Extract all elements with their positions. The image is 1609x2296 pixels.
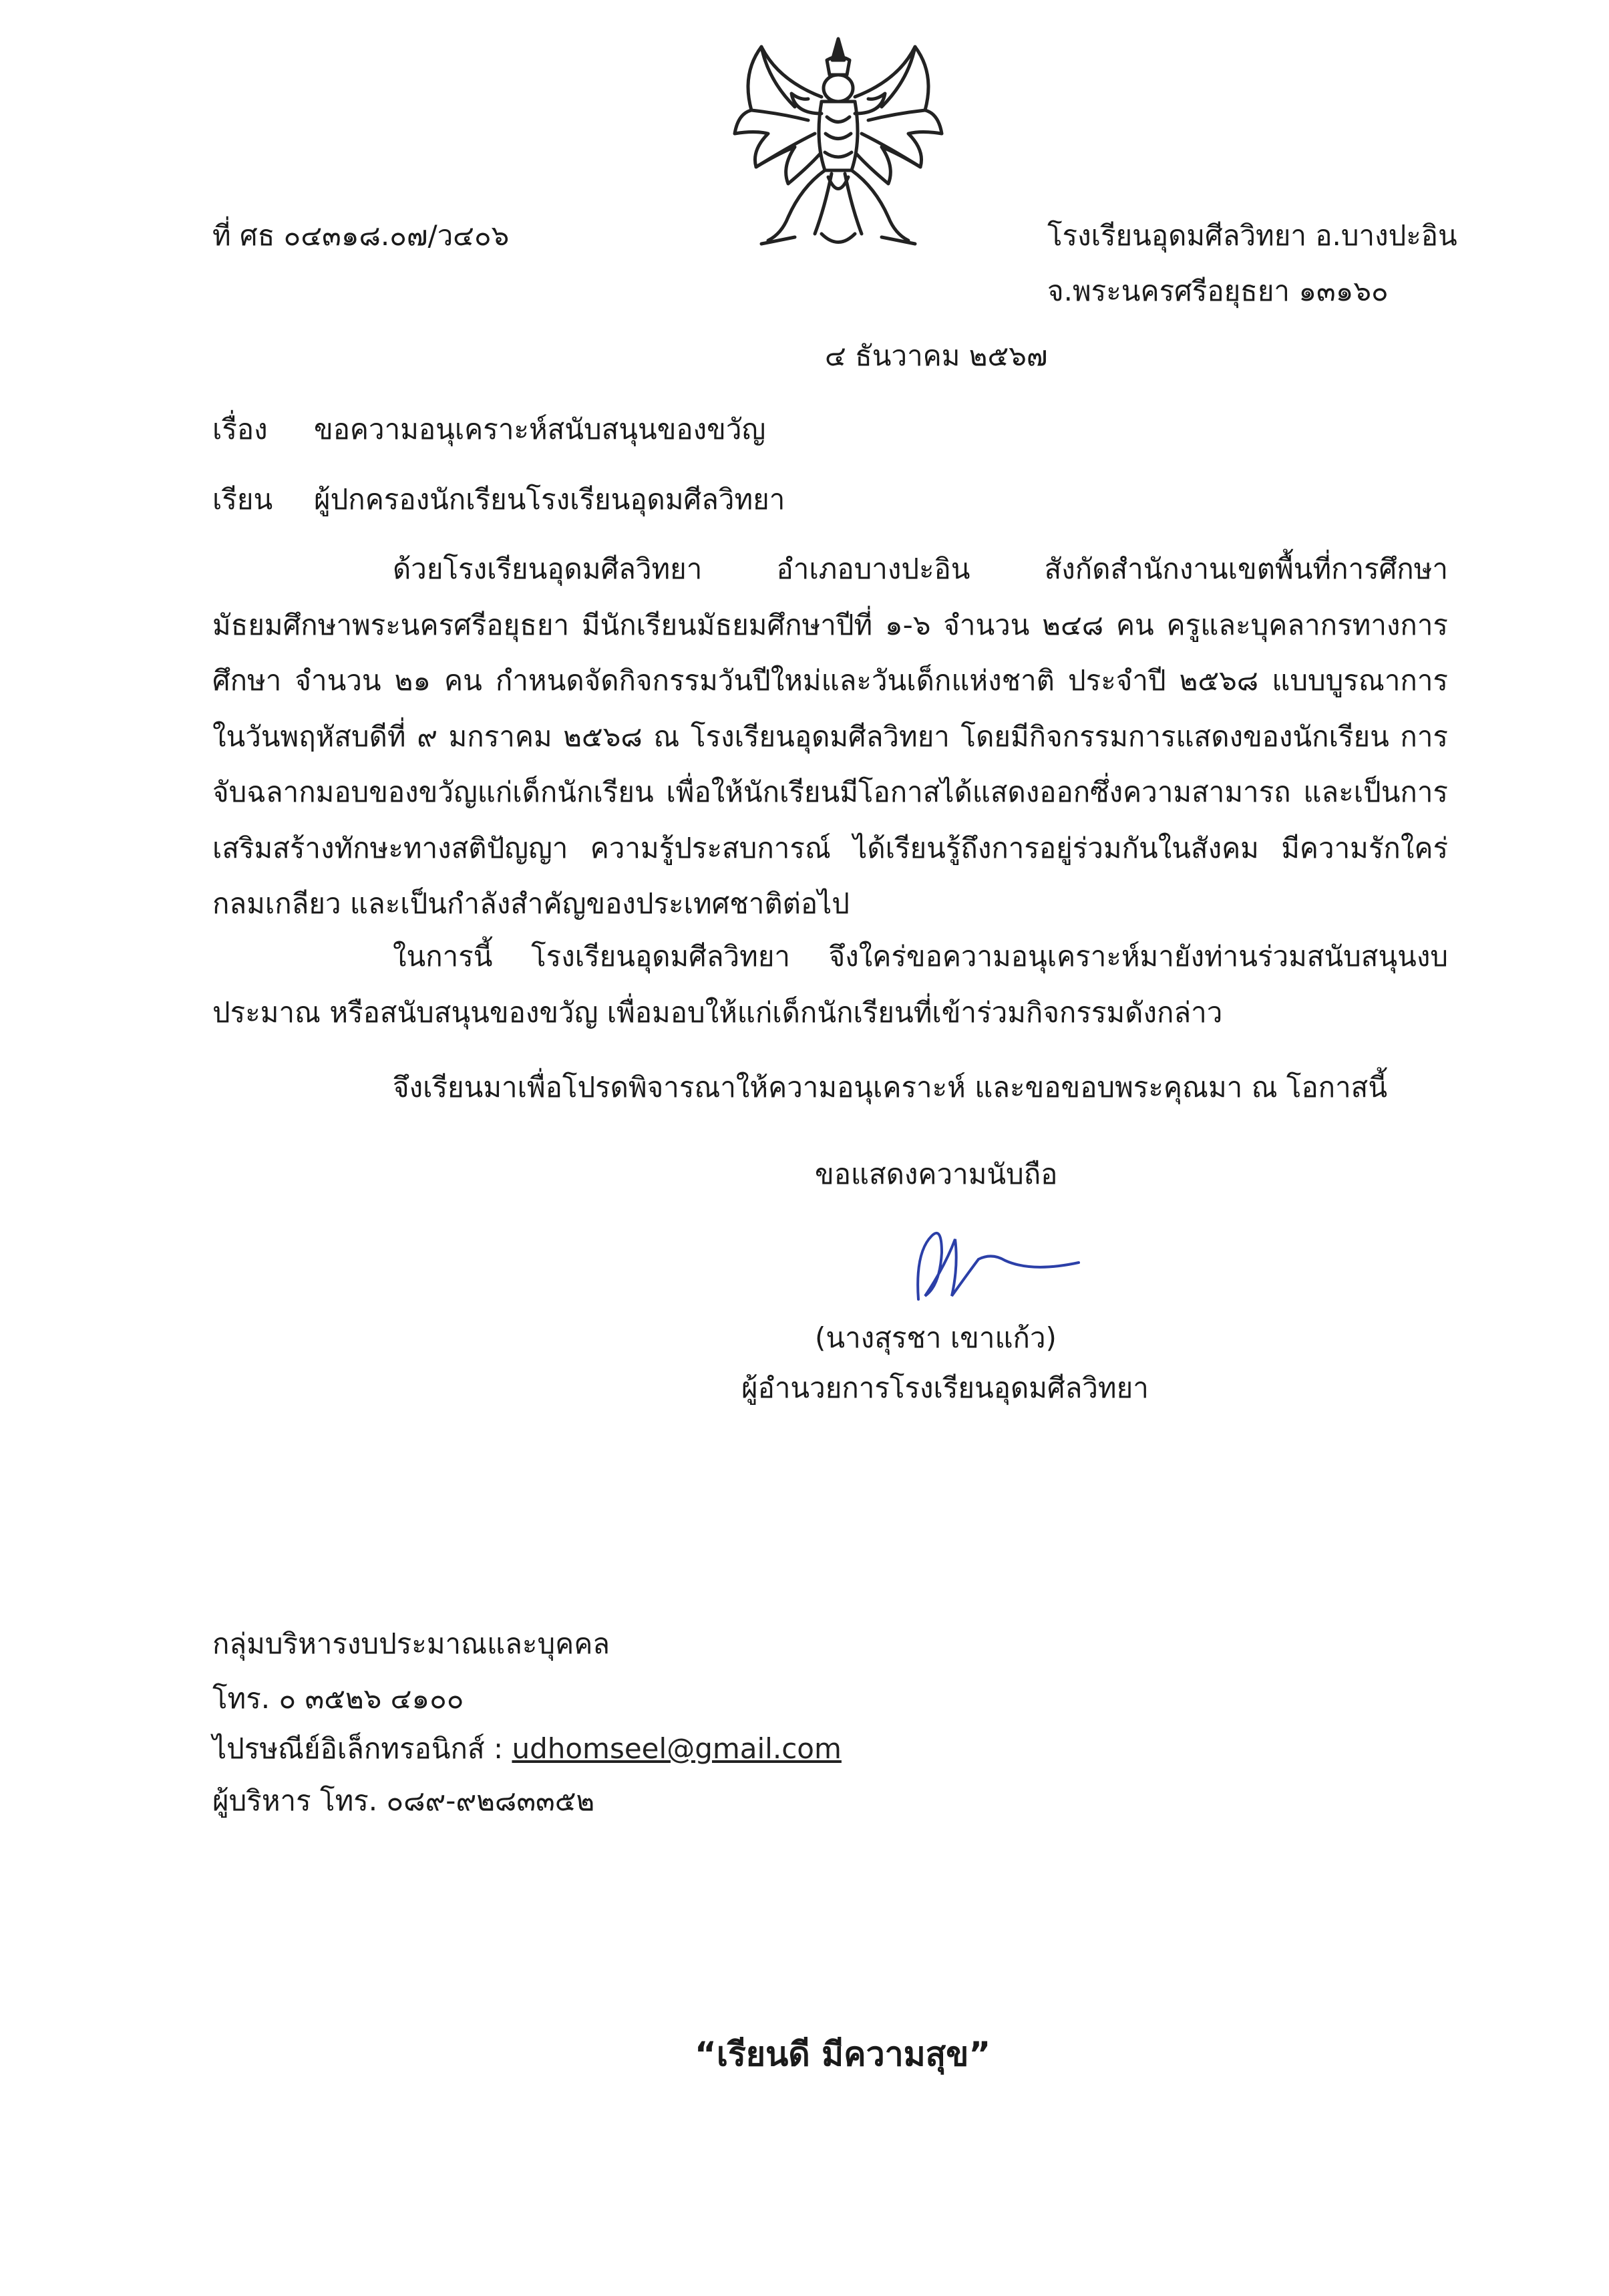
reference-number: ที่ ศธ ๐๔๓๑๘.๐๗/ว๔๐๖ bbox=[212, 219, 510, 252]
school-address-line2: จ.พระนครศรีอยุธยา ๑๓๑๖๐ bbox=[1047, 275, 1389, 307]
garuda-emblem-icon bbox=[715, 33, 962, 257]
signer-position: ผู้อำนวยการโรงเรียนอุดมศีลวิทยา bbox=[741, 1371, 1149, 1404]
recipient-label: เรียน bbox=[212, 483, 273, 516]
letter-date: ๔ ธันวาคม ๒๕๖๗ bbox=[825, 339, 1048, 372]
closing-phrase: ขอแสดงความนับถือ bbox=[815, 1158, 1058, 1190]
footer-department: กลุ่มบริหารงบประมาณและบุคคล bbox=[212, 1627, 610, 1660]
footer-email-label: ไปรษณีย์อิเล็กทรอนิกส์ : bbox=[212, 1732, 512, 1765]
subject-text: ขอความอนุเคราะห์สนับสนุนของขวัญ bbox=[314, 413, 766, 446]
body-paragraph-1: ด้วยโรงเรียนอุดมศีลวิทยา อำเภอบางปะอิน สังกัดสำนักงานเขตพื้นที่การศึกษามัธยมศึกษาพระนครศรีอยุธยา มีนักเรียนมัธยมศึกษาปีที่ ๑-๖ จำนวน ๒๔๘ คน ครูและบุคลากรทางการศึกษา จำนวน ๒๑ คน กำหนดจัดกิจกรรมวันปีใหม่และวันเด็กแห่งชาติ ประจำปี ๒๕๖๘ แบบบูรณาการในวันพฤหัสบดีที่ ๙ มกราคม ๒๕๖๘ ณ โรงเรียนอุดมศีลวิทยา โดยมีกิจกรรมการแสดงของนักเรียน การจับฉลากมอบของขวัญแก่เด็กนักเรียน เพื่อให้นักเรียนมีโอกาสได้แสดงออกซึ่งความสามารถ และเป็นการเสริมสร้างทักษะทางสติปัญญา ความรู้ประสบการณ์ ได้เรียนรู้ถึงการอยู่ร่วมกันในสังคม มีความรักใคร่กลมเกลียว และเป็นกำลังสำคัญของประเทศชาติต่อไป bbox=[212, 552, 1448, 920]
footer-executive-phone: ผู้บริหาร โทร. ๐๘๙-๙๒๘๓๓๕๒ bbox=[212, 1784, 595, 1817]
school-address-line1: โรงเรียนอุดมศีลวิทยา อ.บางปะอิน bbox=[1047, 219, 1457, 252]
body-paragraph-2: ในการนี้ โรงเรียนอุดมศีลวิทยา จึงใคร่ขอความอนุเคราะห์มายังท่านร่วมสนับสนุนงบประมาณ หรือสนับสนุนของขวัญ เพื่อมอบให้แก่เด็กนักเรียนที่เข้าร่วมกิจกรรมดังกล่าว bbox=[212, 940, 1448, 1029]
signer-name: (นางสุรชา เขาแก้ว) bbox=[815, 1321, 1057, 1354]
subject-label: เรื่อง bbox=[212, 413, 268, 446]
footer-phone: โทร. ๐ ๓๕๒๖ ๔๑๐๐ bbox=[212, 1682, 464, 1715]
body-paragraph-3: จึงเรียนมาเพื่อโปรดพิจารณาให้ความอนุเคราะห์ และขอขอบพระคุณมา ณ โอกาสนี้ bbox=[393, 1071, 1388, 1104]
signature-icon bbox=[905, 1212, 1092, 1313]
school-motto: “เรียนดี มีความสุข” bbox=[695, 2035, 991, 2074]
recipient-text: ผู้ปกครองนักเรียนโรงเรียนอุดมศีลวิทยา bbox=[314, 483, 785, 516]
footer-email-line bbox=[212, 1730, 842, 1768]
footer-email-link[interactable]: udhomseel@gmail.com bbox=[512, 1732, 842, 1765]
